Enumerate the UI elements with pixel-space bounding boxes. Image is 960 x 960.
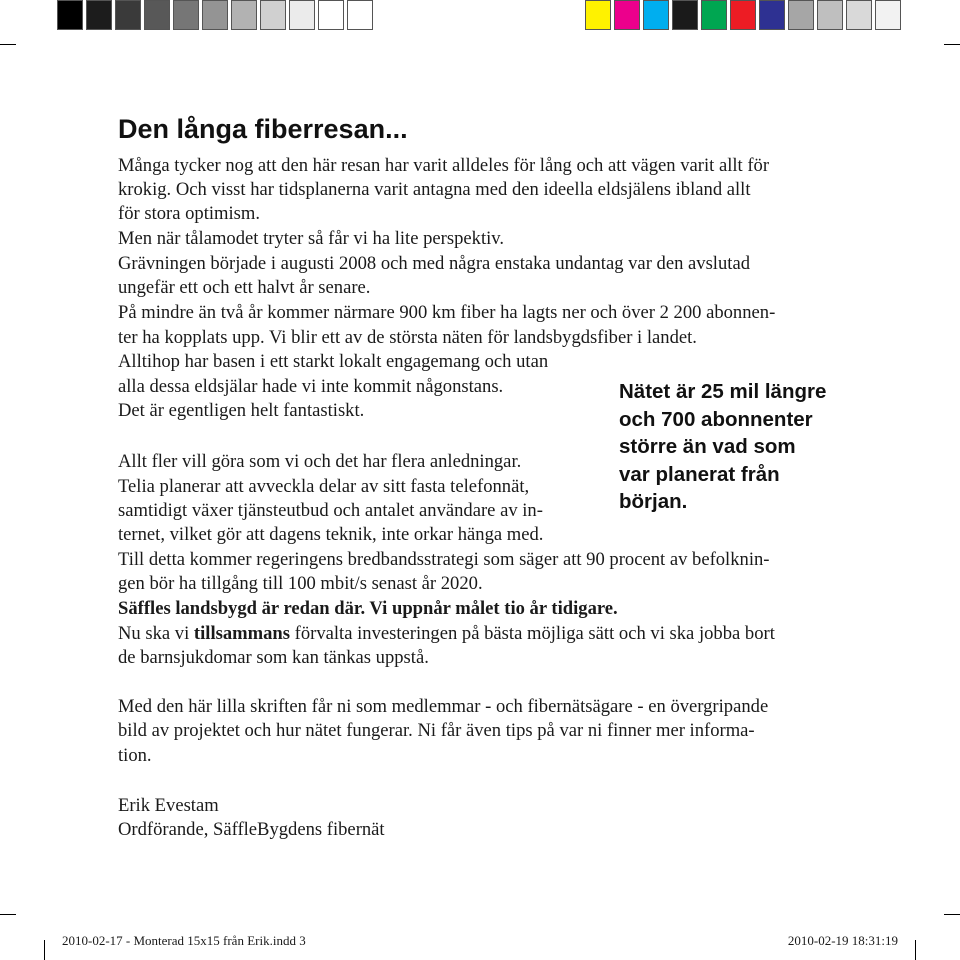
body-line: ternet, vilket gör att dagens teknik, inte orkar hänga med. [118,524,544,545]
color-swatch [759,0,785,30]
highlight-line: Säffles landsbygd är redan där. Vi uppnår målet tio år tidigare. [118,598,618,619]
grayscale-calibration-bar [57,0,376,32]
body-line: Allt fler vill göra som vi och det har flera anledningar. [118,451,522,472]
color-swatch [730,0,756,30]
page-title: Den långa fiberresan... [118,114,408,144]
body-line: för stora optimism. [118,203,261,224]
crop-mark [0,914,16,915]
color-swatch [86,0,112,30]
body-line: tion. [118,745,152,766]
color-calibration-bar [585,0,904,32]
signature-name: Erik Evestam [118,795,219,816]
crop-mark [44,940,45,960]
color-swatch [701,0,727,30]
pull-quote-line: större än vad som [619,435,796,458]
body-line: de barnsjukdomar som kan tänkas uppstå. [118,647,429,668]
body-line: bild av projektet och hur nätet fungerar. Ni får även tips på var ni finner mer informa- [118,720,755,741]
pull-quote-line: och 700 abonnenter [619,407,813,431]
body-line: Många tycker nog att den här resan har varit alldeles för lång och att vägen varit allt för [118,155,770,176]
color-swatch [289,0,315,30]
body-text: förvalta investeringen på bästa möjliga sätt och vi ska jobba bort [290,623,775,644]
pull-quote-line: var planerat från [619,462,780,486]
color-swatch [846,0,872,30]
slug-filename: 2010-02-17 - Monterad 15x15 från Erik.indd 3 [62,933,306,948]
color-swatch [347,0,373,30]
color-swatch [614,0,640,30]
color-swatch [875,0,901,30]
signature-role: Ordförande, SäffleBygdens fibernät [118,819,385,840]
color-swatch [173,0,199,30]
body-line: Med den här lilla skriften får ni som medlemmar - och fibernätsägare - en övergripande [118,696,769,717]
body-line: gen bör ha tillgång till 100 mbit/s senast år 2020. [118,573,483,594]
pull-quote [619,378,919,516]
color-swatch [643,0,669,30]
crop-mark [944,44,960,45]
body-line: Telia planerar att avveckla delar av sitt fasta telefonnät, [118,476,530,497]
body-line: Till detta kommer regeringens bredbandsstrategi som säger att 90 procent av befolknin- [118,549,770,570]
body-line: alla dessa eldsjälar hade vi inte kommit någonstans. [118,376,504,397]
color-swatch [231,0,257,30]
body-line: samtidigt växer tjänsteutbud och antalet användare av in- [118,500,543,521]
color-swatch [817,0,843,30]
color-swatch [115,0,141,30]
body-line [118,622,775,646]
color-swatch [144,0,170,30]
body-text: Nu ska vi [118,623,194,644]
emphasis-text: tillsammans [193,623,290,644]
color-swatch [585,0,611,30]
body-line: På mindre än två år kommer närmare 900 km fiber ha lagts ner och över 2 200 abonnen- [118,302,776,323]
crop-mark [0,44,16,45]
body-line: krokig. Och visst har tidsplanerna varit antagna med den ideella eldsjälens ibland allt [118,179,751,200]
color-swatch [788,0,814,30]
body-line: ungefär ett och ett halvt år senare. [118,277,371,298]
pull-quote-line: Nätet är 25 mil längre [619,380,827,403]
pull-quote-line: början. [619,490,688,513]
color-swatch [318,0,344,30]
color-swatch [260,0,286,30]
color-swatch [672,0,698,30]
body-line: Men när tålamodet tryter så får vi ha lite perspektiv. [118,228,505,249]
crop-mark [944,914,960,915]
color-swatch [202,0,228,30]
slug-timestamp: 2010-02-19 18:31:19 [787,933,898,948]
color-swatch [57,0,83,30]
body-line: Alltihop har basen i ett starkt lokalt engagemang och utan [118,351,549,372]
body-line: ter ha kopplats upp. Vi blir ett av de största näten för landsbygdsfiber i landet. [118,327,697,348]
crop-mark [915,940,916,960]
body-line: Grävningen började i augusti 2008 och med några enstaka undantag var den avslutad [118,253,750,274]
body-line: Det är egentligen helt fantastiskt. [118,400,365,421]
